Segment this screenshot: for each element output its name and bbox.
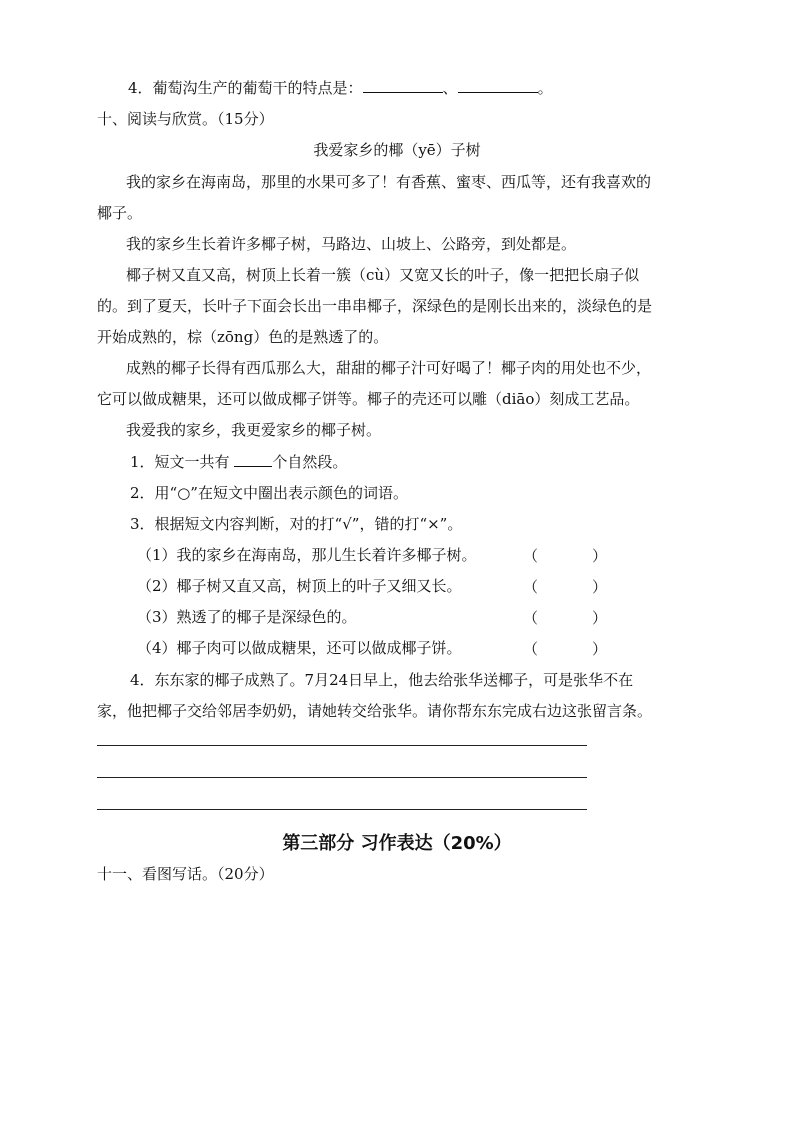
question-text: 4．葡萄沟生产的葡萄干的特点是：	[128, 79, 363, 97]
article-paragraph-3-line-2: 的。到了夏天，长叶子下面会长出一串串椰子，深绿色的是刚长出来的，淡绿色的是	[97, 297, 653, 315]
paragraph-count-blank[interactable]	[234, 452, 272, 467]
section-11-heading: 十一、看图写话。（20分）	[97, 865, 274, 883]
article-paragraph-4-line-2: 它可以做成糖果，还可以做成椰子饼等。椰子的壳还可以雕（diāo）刻成工艺品。	[97, 390, 640, 408]
judgment-2-answer-open[interactable]: （	[523, 578, 539, 596]
question-1-text: 1．短文一共有	[130, 453, 230, 471]
judgment-4-answer-open[interactable]: （	[523, 640, 539, 658]
question-4-line-2: 家，他把椰子交给邻居李奶奶，请她转交给张华。请你帮东东完成右边这张留言条。	[97, 702, 653, 720]
period: 。	[537, 79, 553, 97]
writing-line-3[interactable]	[97, 809, 587, 810]
judgment-4: （4）椰子肉可以做成糖果，还可以做成椰子饼。	[137, 639, 462, 657]
question-1	[130, 452, 347, 472]
judgment-1: （1）我的家乡在海南岛，那儿生长着许多椰子树。	[137, 546, 477, 564]
question-2: 2．用“○”在短文中圈出表示颜色的词语。	[130, 484, 408, 502]
judgment-2: （2）椰子树又直又高，树顶上的叶子又细又长。	[137, 577, 462, 595]
question-3: 3．根据短文内容判断，对的打“√”，错的打“×”。	[130, 515, 463, 533]
answer-blank-1[interactable]	[363, 78, 443, 93]
separator: 、	[442, 79, 458, 97]
judgment-1-answer-close: ）	[592, 547, 608, 565]
judgment-1-answer-open[interactable]: （	[523, 547, 539, 565]
question-4-grapes	[128, 78, 553, 98]
article-paragraph-3-line-1: 椰子树又直又高，树顶上长着一簇（cù）又宽又长的叶子，像一把把长扇子似	[126, 266, 640, 284]
judgment-2-answer-close: ）	[592, 578, 608, 596]
article-title: 我爱家乡的椰（yē）子树	[313, 141, 481, 159]
section-10-heading: 十、阅读与欣赏。（15分）	[97, 110, 274, 128]
article-paragraph-3-line-3: 开始成熟的，棕（zōng）色的是熟透了的。	[97, 328, 389, 346]
writing-line-2[interactable]	[97, 777, 587, 778]
article-paragraph-2: 我的家乡生长着许多椰子树，马路边、山坡上、公路旁，到处都是。	[126, 235, 577, 253]
writing-line-1[interactable]	[97, 745, 587, 746]
part-3-title: 第三部分 习作表达（20%）	[282, 833, 512, 854]
answer-blank-2[interactable]	[458, 78, 538, 93]
judgment-3: （3）熟透了的椰子是深绿色的。	[137, 608, 357, 626]
question-4-line-1: 4．东东家的椰子成熟了。7月24日早上，他去给张华送椰子，可是张华不在	[130, 671, 634, 689]
article-paragraph-4-line-1: 成熟的椰子长得有西瓜那么大，甜甜的椰子汁可好喝了！椰子肉的用处也不少，	[126, 359, 652, 377]
article-paragraph-1-line-2: 椰子。	[97, 204, 143, 222]
judgment-3-answer-open[interactable]: （	[523, 609, 539, 627]
judgment-4-answer-close: ）	[592, 640, 608, 658]
judgment-3-answer-close: ）	[592, 609, 608, 627]
article-paragraph-5: 我爱我的家乡，我更爱家乡的椰子树。	[126, 421, 382, 439]
question-1-suffix: 个自然段。	[272, 453, 348, 471]
article-paragraph-1-line-1: 我的家乡在海南岛，那里的水果可多了！有香蕉、蜜枣、西瓜等，还有我喜欢的	[126, 173, 652, 191]
